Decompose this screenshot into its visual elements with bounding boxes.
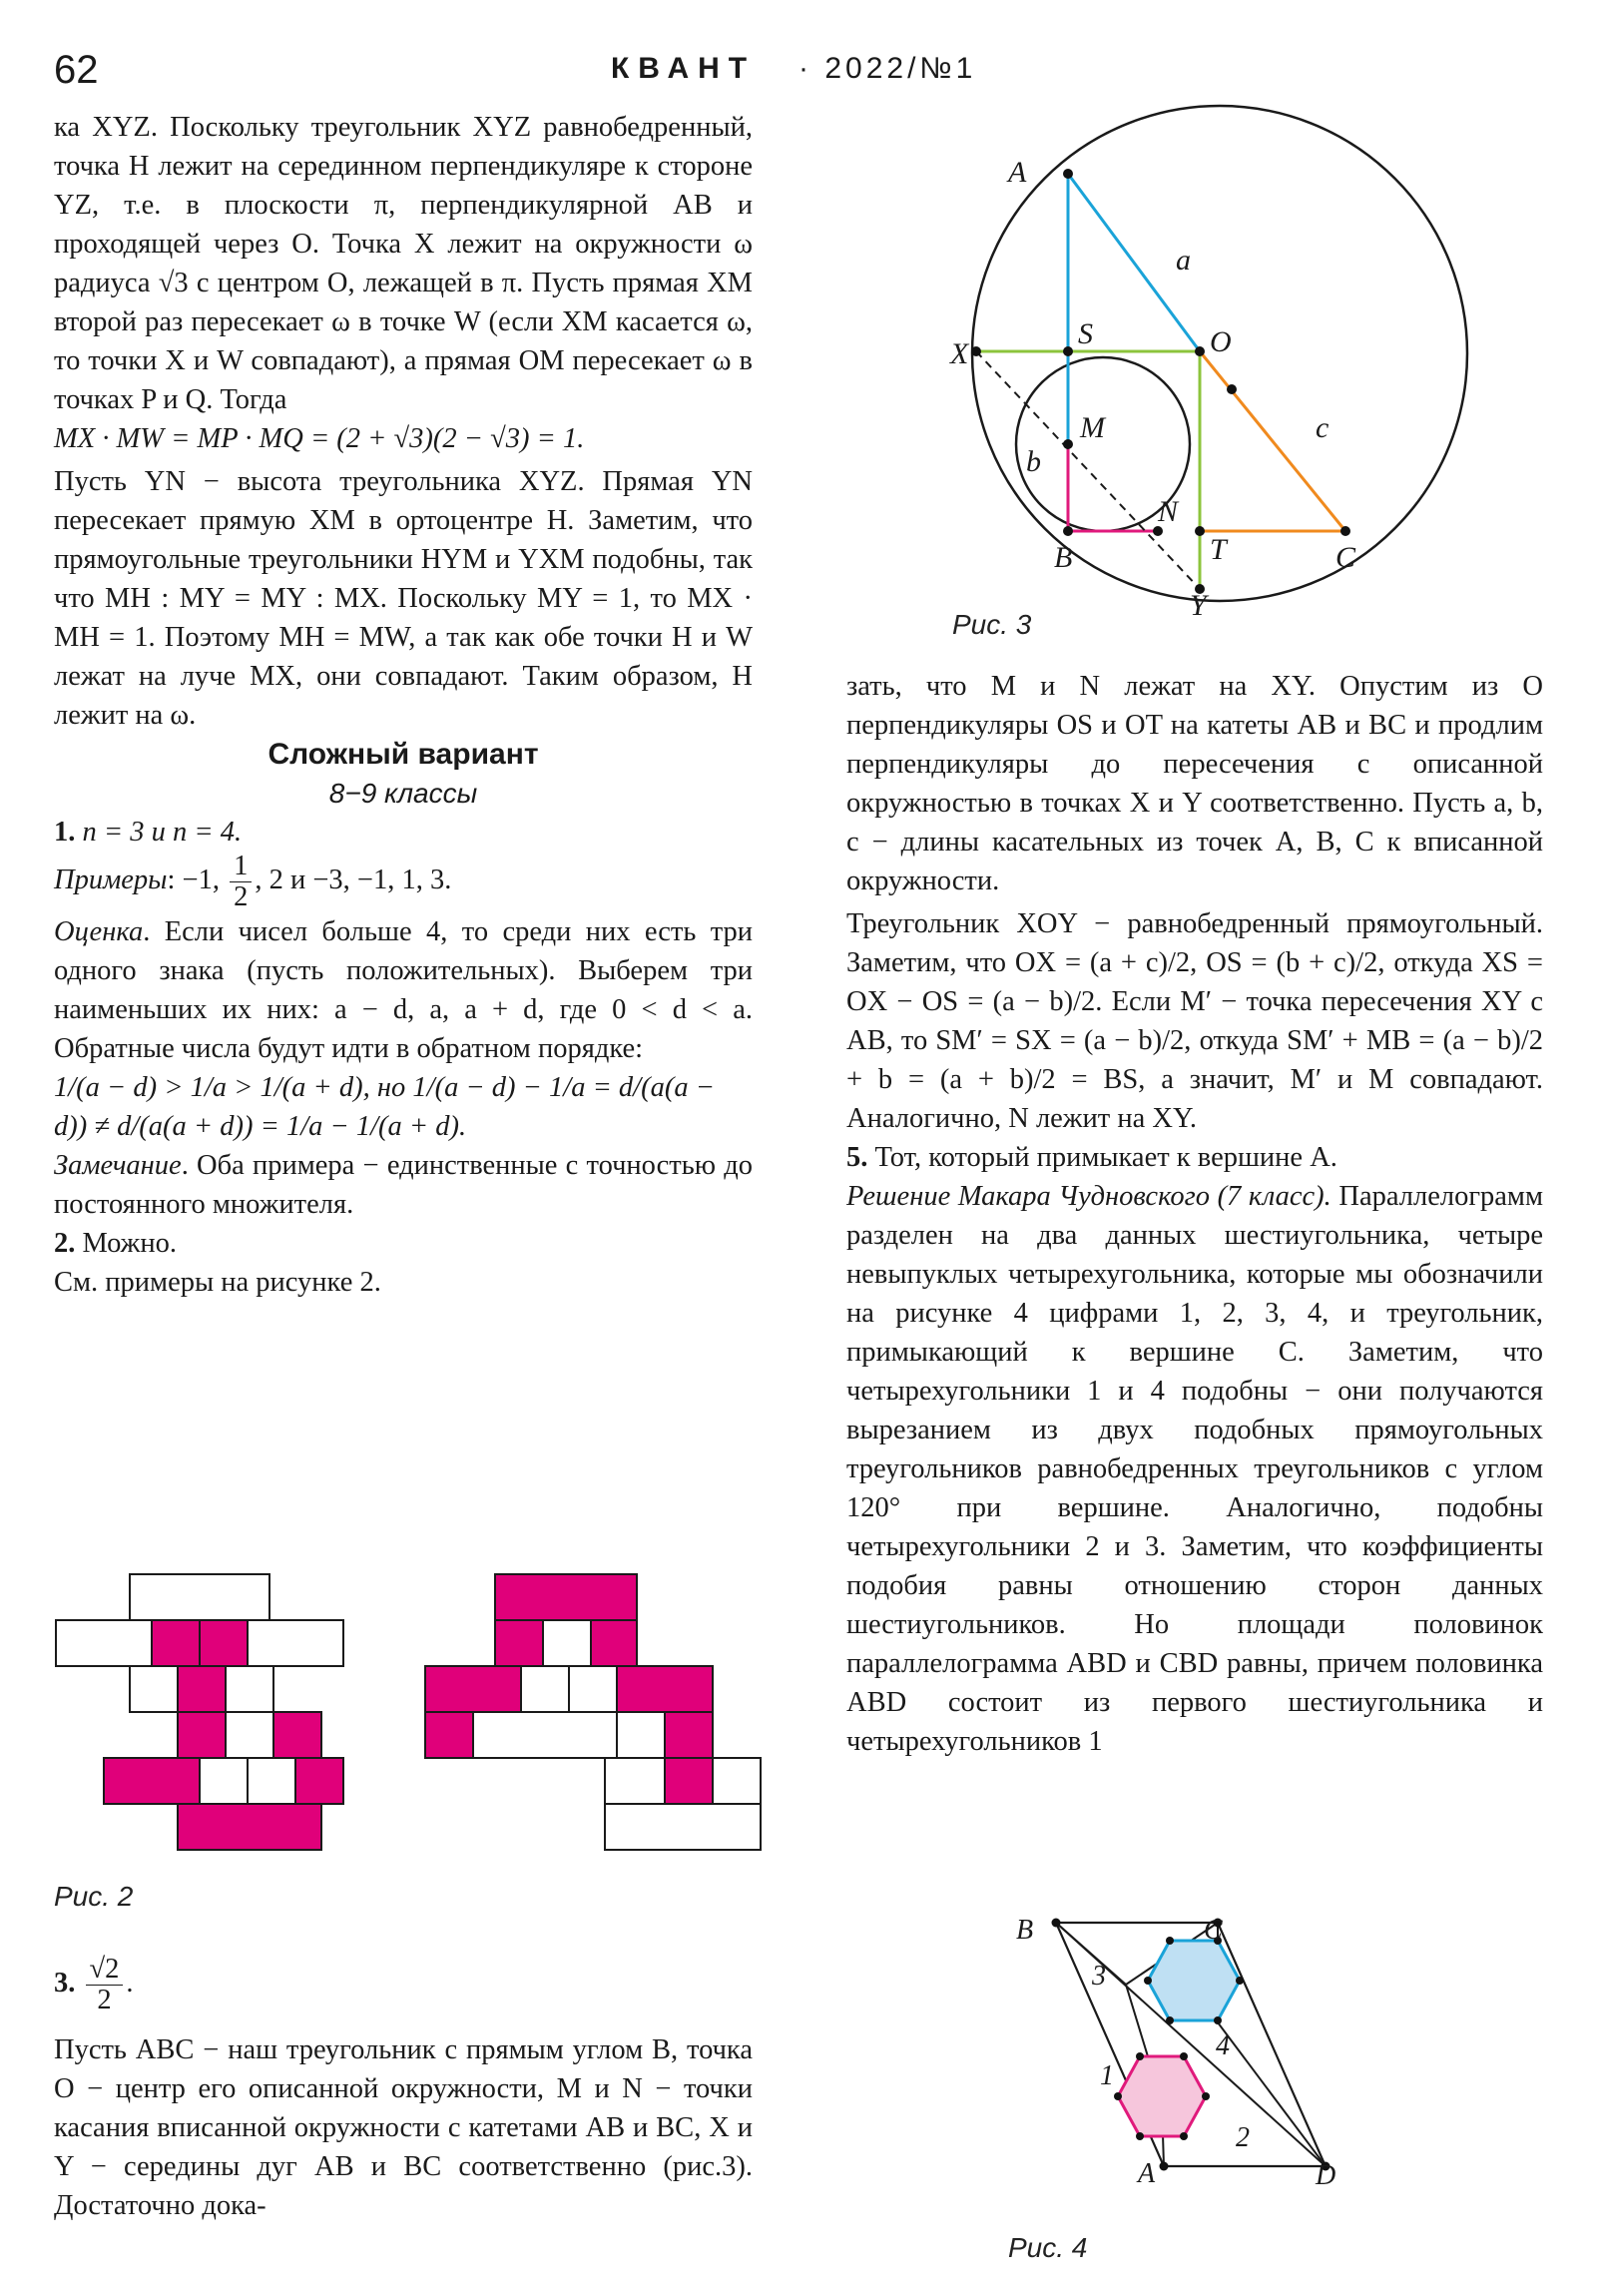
- label4-1: 1: [1100, 2060, 1114, 2091]
- answer-1: 1. n = 3 и n = 4.: [54, 817, 243, 848]
- hexagon-blue: [1148, 1941, 1240, 2020]
- estimate: Оценка. Если чисел больше 4, то среди них есть три одного знака (пусть положительных). Выберем три наименьших их них: a − d, a, a + d, где 0 < d < a. Обратные числа будут идти в обратном порядке:: [54, 916, 753, 1064]
- issue-info: · 2022/№1: [798, 52, 977, 85]
- journal-name: КВАНТ: [611, 52, 757, 85]
- label-A: A: [1008, 156, 1027, 189]
- figure-2: [54, 1572, 773, 1872]
- label4-B: B: [1016, 1915, 1034, 1946]
- remark: Замечание. Оба примера − единственные с точностью до постоянного множителя.: [54, 1150, 753, 1220]
- label-a: a: [1176, 244, 1191, 277]
- label-M: M: [1080, 411, 1105, 444]
- left-column: [54, 108, 753, 1302]
- right-paragraph-1: зать, что M и N лежат на XY. Опустим из O перпендикуляры OS и OT на катеты AB и BC и продлим перпендикуляры до пересечения с описанной окружностью в точках X и Y соответственно. Пусть a, b, c − длины касательных из точек A, B, C к вписанной окружности.: [846, 671, 1543, 896]
- right-column: [846, 667, 1543, 1761]
- label4-4: 4: [1216, 2030, 1230, 2061]
- label-X: X: [950, 337, 969, 370]
- fig2-caption: Рис. 2: [54, 1881, 134, 1912]
- segment-XY: [976, 351, 1200, 589]
- section-title: Сложный вариант: [267, 738, 539, 771]
- sqrt2-over-2: $\frac{√2}{2}$: [86, 1955, 124, 2015]
- label4-3: 3: [1092, 1961, 1106, 1992]
- examples: Примеры: −1, $\frac{1}{2}$ , 2 и −3, −1, 1, 3.: [54, 851, 452, 912]
- left-paragraph-3: Пусть ABC − наш треугольник с прямым углом B, точка O − центр его описанной окружности, M и N − точки касания вписанной окружности с катетами AB и BC, X и Y − середины дуг AB и BC соответственно (рис.3). Достаточно дока-: [54, 2034, 753, 2221]
- figure-3: [938, 120, 1457, 622]
- right-paragraph-2: Треугольник XOY − равнобедренный прямоугольный. Заметим, что OX = (a + c)/2, OS = (b + c)/2, откуда XS = OX − OS = (a − b)/2. Если M′ − точка пересечения XY с AB, то SM′ = SX = (a − b)/2, откуда SM′ + MB = (a − b)/2 + b = (a + b)/2 = BS, а значит, M′ и M совпадают. Аналогично, N лежит на XY.: [846, 908, 1543, 1134]
- label-C: C: [1335, 541, 1356, 574]
- answer-2-text: См. примеры на рисунке 2.: [54, 1267, 381, 1298]
- label-Y: Y: [1190, 589, 1207, 622]
- page-number: 62: [54, 48, 99, 92]
- answer-2: 2. Можно.: [54, 1228, 177, 1259]
- left-paragraph-1: ка XYZ. Поскольку треугольник XYZ равнобедренный, точка H лежит на серединном перпендикуляре к стороне YZ, т.е. в плоскости π, перпендикулярной AB и проходящей через O. Точка X лежит на окружности ω радиуса √3 с центром O, лежащей в π. Пусть прямая XM второй раз пересекает ω в точке W (если XM касается ω, то точки X и W совпадают), а прямая OM пересекает ω в точках P и Q. Тогда: [54, 112, 753, 415]
- answer-5: 5. Тот, который примыкает к вершине A.: [846, 1142, 1337, 1173]
- page-header: [0, 44, 1597, 92]
- label-b: b: [1026, 445, 1041, 478]
- estimate-formula: 1/(a − d) > 1/a > 1/(a + d), но 1/(a − d) − 1/a = d/(a(a − d)) ≠ d/(a(a + d)) = 1/a − 1/(a + d).: [54, 1072, 715, 1142]
- hexagon-pink: [1118, 2056, 1206, 2136]
- left-paragraph-2: Пусть YN − высота треугольника XYZ. Прямая YN пересекает прямую XM в ортоцентре H. Заметим, что прямоугольные треугольники HYM и YXM подобны, так что MH : MY = MY : MX. Поскольку MY = 1, то MX · MH = 1. Поэтому MH = MW, а так как обе точки H и W лежат на луче MX, они совпадают. Таким образом, H лежит на ω.: [54, 466, 753, 731]
- label-N: N: [1158, 495, 1179, 528]
- label-c: c: [1316, 411, 1330, 444]
- label4-D: D: [1316, 2160, 1336, 2191]
- label-T: T: [1210, 533, 1227, 566]
- label4-A: A: [1138, 2158, 1156, 2189]
- label-S: S: [1078, 317, 1093, 350]
- left-formula-1: MX · MW = MP · MQ = (2 + √3)(2 − √3) = 1.: [54, 423, 585, 454]
- section-subtitle: 8−9 классы: [328, 778, 478, 809]
- solution: Решение Макара Чудновского (7 класс). Параллелограмм разделен на два данных шестиугольника, четыре невыпуклых четырехугольника, которые мы обозначили на рисунке 4 цифрами 1, 2, 3, 4, и треугольник, примыкающий к вершине C. Заметим, что четырехугольники 1 и 4 подобны − они получаются вырезанием из двух подобных прямоугольных треугольников равнобедренных треугольников с углом 120° при вершине. Аналогично, подобны четырехугольники 2 и 3. Заметим, что коэффициенты подобия равны отношению сторон данных шестиугольников. Но площади половинок параллелограмма ABD и CBD равны, причем половинка ABD состоит из первого шестиугольника и четырехугольников 1: [846, 1181, 1543, 1757]
- label-O: O: [1210, 325, 1232, 358]
- label-B: B: [1054, 541, 1073, 574]
- answer-3: 3. $\frac{√2}{2}$ .: [54, 1954, 134, 2015]
- half-fraction: $\frac{1}{2}$: [230, 852, 252, 912]
- label4-2: 2: [1236, 2122, 1250, 2153]
- label4-C: C: [1204, 1915, 1223, 1946]
- fig4-caption: Рис. 4: [1008, 2232, 1088, 2263]
- figure-4: [1008, 1915, 1367, 2191]
- fig3-caption: Рис. 3: [952, 609, 1032, 640]
